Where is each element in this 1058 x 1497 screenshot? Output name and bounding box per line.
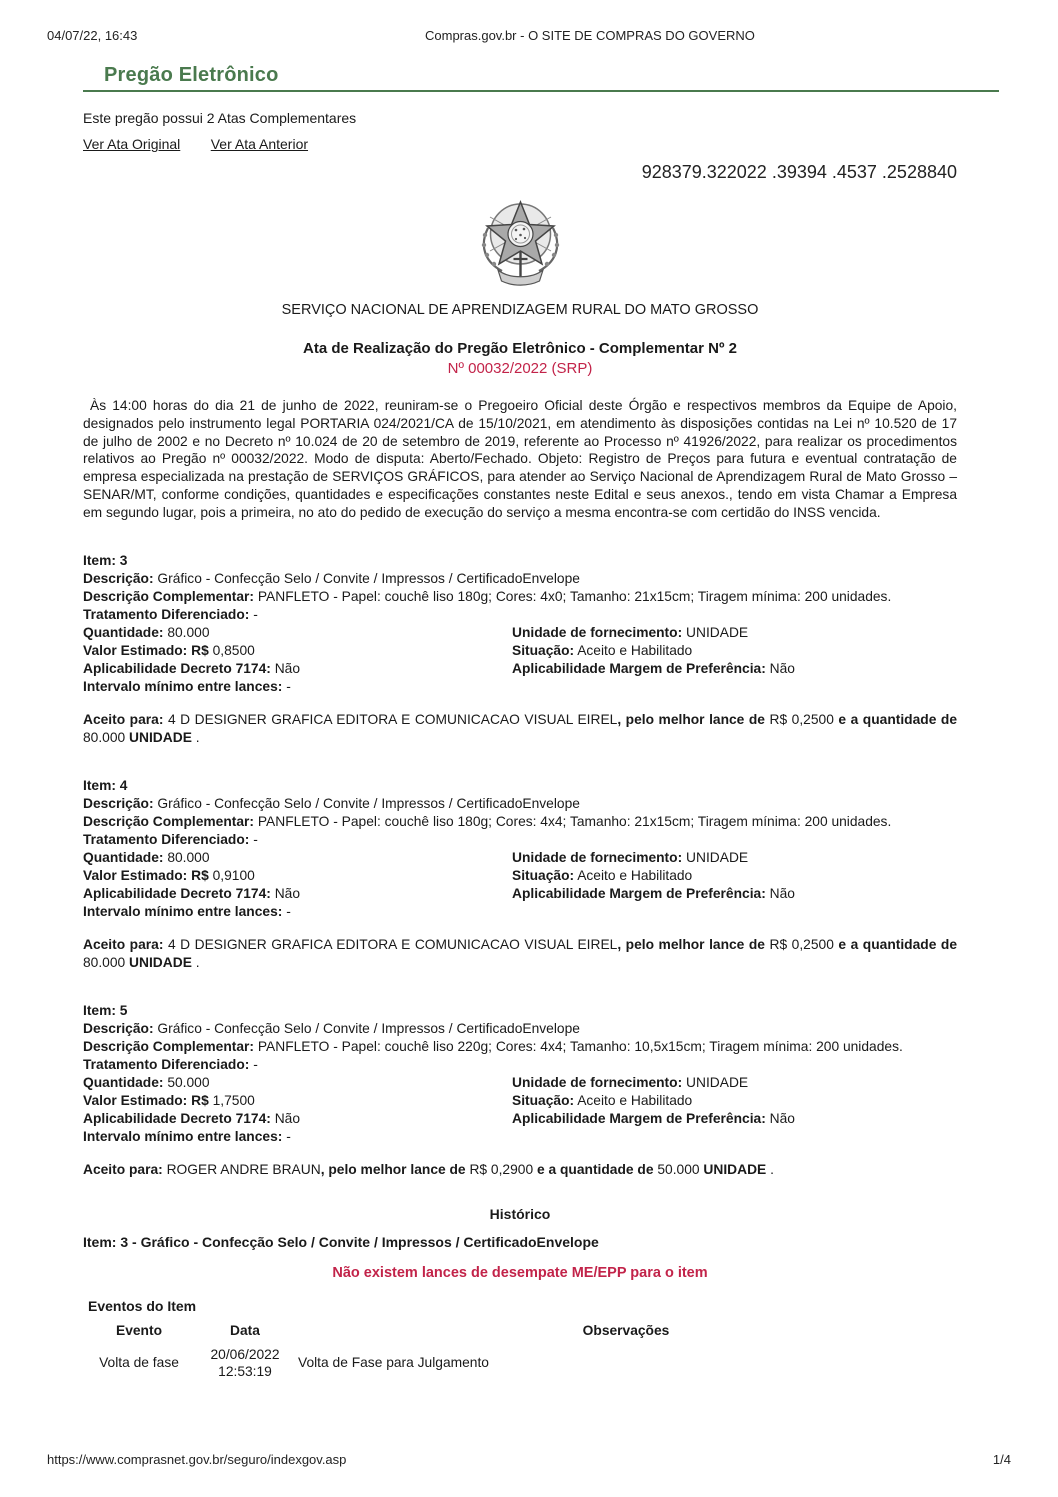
historico-item-line: Item: 3 - Gráfico - Confecção Selo / Convite / Impressos / CertificadoEnvelope [83, 1233, 599, 1250]
descricao-label: Descrição: [83, 570, 154, 586]
organization-name: SERVIÇO NACIONAL DE APRENDIZAGEM RURAL DO MATO GROSSO [281, 302, 759, 318]
item-tratamento [83, 831, 957, 849]
item-number-label: Item: 5 [83, 1002, 128, 1018]
item-quantidade [83, 624, 512, 642]
quantidade-label: Quantidade: [83, 1074, 164, 1090]
item-margem [512, 885, 957, 903]
footer-page-number: 1/4 [992, 1452, 1011, 1467]
item-section-5 [83, 1002, 957, 1179]
eventos-table-header [83, 1322, 957, 1340]
quantidade-value: 50.000 [167, 1074, 210, 1090]
situacao-label: Situação: [512, 642, 575, 658]
tratamento-value: - [253, 831, 258, 847]
valor-label: Valor Estimado: R$ [83, 642, 209, 658]
aceito-label: Aceito para: [83, 711, 164, 727]
quantidade-value: 80.000 [167, 624, 210, 640]
aceito-unidade: UNIDADE [129, 954, 192, 970]
cell-data-time: 12:53:19 [218, 1363, 272, 1379]
eventos-table [83, 1322, 957, 1380]
aceito-unidade: UNIDADE [129, 729, 192, 745]
item-aceito [83, 1161, 957, 1179]
descricao-value: Gráfico - Confecção Selo / Convite / Impressos / CertificadoEnvelope [157, 1020, 580, 1036]
unidade-value: UNIDADE [686, 849, 749, 865]
aceito-label: Aceito para: [83, 936, 164, 952]
cell-evento: Volta de fase [99, 1354, 179, 1370]
aceito-lance-label: , pelo melhor lance de [617, 936, 765, 952]
historico-section [83, 1205, 957, 1380]
atas-note: Este pregão possui 2 Atas Complementares [83, 110, 357, 126]
item-aceito [83, 711, 957, 747]
aceito-unidade: UNIDADE [703, 1161, 767, 1177]
coat-of-arms-icon [468, 190, 573, 288]
intervalo-value: - [286, 903, 291, 919]
decreto-label: Aplicabilidade Decreto 7174: [83, 1110, 271, 1126]
item-tratamento [83, 1056, 957, 1074]
situacao-label: Situação: [512, 1092, 575, 1108]
link-ver-ata-original[interactable]: Ver Ata Original [83, 136, 181, 152]
descricao-complementar-value: PANFLETO - Papel: couchê liso 220g; Cores: 4x4; Tamanho: 10,5x15cm; Tiragem mínima: 200 unidades. [257, 1038, 903, 1054]
cell-data [195, 1346, 295, 1380]
item-descricao [83, 1020, 957, 1038]
decreto-label: Aplicabilidade Decreto 7174: [83, 885, 271, 901]
aceito-fornecedor: 4 D DESIGNER GRAFICA EDITORA E COMUNICACAO VISUAL EIREL [167, 711, 618, 727]
decreto-label: Aplicabilidade Decreto 7174: [83, 660, 271, 676]
item-valor [83, 1092, 512, 1110]
aceito-lance-label: , pelo melhor lance de [617, 711, 765, 727]
item-situacao [512, 642, 957, 660]
item-intervalo [83, 1128, 957, 1146]
aceito-lance-label: , pelo melhor lance de [320, 1161, 466, 1177]
item-decreto [83, 885, 512, 903]
header-observacoes: Observações [582, 1322, 670, 1338]
descricao-value: Gráfico - Confecção Selo / Convite / Impressos / CertificadoEnvelope [157, 795, 580, 811]
situacao-value: Aceito e Habilitado [577, 642, 693, 658]
aceito-quantidade-value: 50.000 [657, 1161, 700, 1177]
item-situacao [512, 867, 957, 885]
margem-label: Aplicabilidade Margem de Preferência: [512, 1110, 766, 1126]
item-aceito [83, 936, 957, 972]
intervalo-value: - [286, 1128, 291, 1144]
opening-paragraph: Às 14:00 horas do dia 21 de junho de 2022, reuniram-se o Pregoeiro Oficial deste Órgão e respectivos membros da Equipe de Apoio, designados pelo instrumento legal PORTARIA 024/2021/CA de 15/10/2021, em atendimento às disposições contidas na Lei nº 10.520 de 17 de julho de 2002 e no Decreto nº 10.024 de 20 de setembro de 2019, referente ao Processo nº 41926/2022, para realizar os procedimentos relativos ao Pregão nº 00032/2022. Modo de disputa: Aberto/Fechado. Objeto: Registro de Preços para futura e eventual contratação de empresa especializada na prestação de SERVIÇOS GRÁFICOS, para atender ao Serviço Nacional de Aprendizagem Rural de Mato Grosso – SENAR/MT, conforme condições, quantidades e especificações constantes neste Edital e seus anexos., tendo em vista Chamar a Empresa em segundo lugar, pois a primeira, no ato do pedido de execução do serviço a mesma encontra-se com certidão do INSS vencida. [83, 398, 957, 520]
item-details-grid [83, 624, 957, 678]
footer-url: https://www.comprasnet.gov.br/seguro/indexgov.asp [47, 1452, 347, 1467]
descricao-complementar-value: PANFLETO - Papel: couchê liso 180g; Cores: 4x0; Tamanho: 21x15cm; Tiragem mínima: 200 unidades. [257, 588, 892, 604]
document-number: 928379.322022 .39394 .4537 .2528840 [641, 162, 957, 182]
descricao-value: Gráfico - Confecção Selo / Convite / Impressos / CertificadoEnvelope [157, 570, 580, 586]
quantidade-label: Quantidade: [83, 849, 164, 865]
item-margem [512, 660, 957, 678]
decreto-value: Não [274, 1110, 301, 1126]
valor-value: 0,8500 [212, 642, 255, 658]
unidade-value: UNIDADE [686, 624, 749, 640]
descricao-complementar-label: Descrição Complementar: [83, 588, 254, 604]
margem-value: Não [769, 660, 795, 676]
descricao-label: Descrição: [83, 1020, 154, 1036]
unidade-value: UNIDADE [686, 1074, 749, 1090]
margem-label: Aplicabilidade Margem de Preferência: [512, 885, 766, 901]
tratamento-value: - [253, 1056, 258, 1072]
item-descricao-complementar [83, 1038, 957, 1056]
item-valor [83, 867, 512, 885]
item-unidade [512, 849, 957, 867]
situacao-value: Aceito e Habilitado [577, 867, 693, 883]
valor-label: Valor Estimado: R$ [83, 1092, 209, 1108]
item-valor [83, 642, 512, 660]
item-section-3 [83, 552, 957, 747]
print-timestamp: 04/07/22, 16:43 [47, 28, 138, 43]
situacao-label: Situação: [512, 867, 575, 883]
decreto-value: Não [274, 885, 301, 901]
aceito-fornecedor: 4 D DESIGNER GRAFICA EDITORA E COMUNICACAO VISUAL EIREL [167, 936, 618, 952]
item-number-label: Item: 4 [83, 777, 128, 793]
quantidade-label: Quantidade: [83, 624, 164, 640]
tratamento-label: Tratamento Diferenciado: [83, 1056, 250, 1072]
link-ver-ata-anterior[interactable]: Ver Ata Anterior [210, 136, 309, 152]
item-number-label: Item: 3 [83, 552, 128, 568]
item-intervalo [83, 903, 957, 921]
no-lances-message: Não existem lances de desempate ME/EPP para o item [332, 1264, 708, 1281]
valor-label: Valor Estimado: R$ [83, 867, 209, 883]
valor-value: 0,9100 [212, 867, 255, 883]
valor-value: 1,7500 [212, 1092, 255, 1108]
intervalo-label: Intervalo mínimo entre lances: [83, 678, 283, 694]
item-situacao [512, 1092, 957, 1110]
aceito-quantidade-label: e a quantidade de [838, 936, 957, 952]
header-data: Data [230, 1322, 260, 1338]
descricao-label: Descrição: [83, 795, 154, 811]
item-descricao [83, 570, 957, 588]
tratamento-value: - [253, 606, 258, 622]
quantidade-value: 80.000 [167, 849, 210, 865]
print-footer [47, 1452, 1011, 1467]
item-unidade [512, 624, 957, 642]
item-unidade [512, 1074, 957, 1092]
aceito-lance-value: R$ 0,2900 [469, 1161, 534, 1177]
historico-title: Histórico [489, 1205, 551, 1222]
aceito-quantidade-label: e a quantidade de [536, 1161, 654, 1177]
ata-links [83, 136, 957, 154]
unidade-label: Unidade de fornecimento: [512, 1074, 683, 1090]
ata-title: Ata de Realização do Pregão Eletrônico - Complementar Nº 2 [303, 340, 737, 357]
item-section-4 [83, 777, 957, 972]
aceito-quantidade-value: 80.000 [83, 954, 126, 970]
descricao-complementar-value: PANFLETO - Papel: couchê liso 180g; Cores: 4x4; Tamanho: 21x15cm; Tiragem mínima: 200 unidades. [257, 813, 892, 829]
cell-data-date: 20/06/2022 [210, 1346, 280, 1362]
aceito-lance-value: R$ 0,2500 [769, 936, 834, 952]
item-quantidade [83, 1074, 512, 1092]
intervalo-label: Intervalo mínimo entre lances: [83, 1128, 283, 1144]
item-quantidade [83, 849, 512, 867]
aceito-period: . [195, 954, 200, 970]
item-decreto [83, 660, 512, 678]
item-decreto [83, 1110, 512, 1128]
tratamento-label: Tratamento Diferenciado: [83, 831, 250, 847]
decreto-value: Não [274, 660, 301, 676]
item-number [83, 552, 957, 570]
item-number [83, 1002, 957, 1020]
tratamento-label: Tratamento Diferenciado: [83, 606, 250, 622]
page-title: Pregão Eletrônico [104, 64, 279, 86]
item-tratamento [83, 606, 957, 624]
srp-number: Nº 00032/2022 (SRP) [447, 360, 593, 377]
table-row [83, 1346, 957, 1380]
aceito-quantidade-value: 80.000 [83, 729, 126, 745]
item-number [83, 777, 957, 795]
title-divider [83, 90, 999, 92]
item-details-grid [83, 849, 957, 903]
aceito-label: Aceito para: [83, 1161, 163, 1177]
aceito-period: . [770, 1161, 774, 1177]
cell-observacoes: Volta de Fase para Julgamento [298, 1354, 489, 1370]
margem-value: Não [769, 885, 795, 901]
brazil-coat-of-arms-image [83, 190, 957, 288]
eventos-title: Eventos do Item [88, 1297, 197, 1314]
document-content [0, 64, 1058, 1380]
unidade-label: Unidade de fornecimento: [512, 624, 683, 640]
aceito-lance-value: R$ 0,2500 [769, 711, 834, 727]
print-title: Compras.gov.br - O SITE DE COMPRAS DO GOVERNO [425, 28, 755, 43]
item-details-grid [83, 1074, 957, 1128]
margem-value: Não [769, 1110, 795, 1126]
descricao-complementar-label: Descrição Complementar: [83, 1038, 254, 1054]
item-descricao-complementar [83, 813, 957, 831]
item-descricao [83, 795, 957, 813]
header-evento: Evento [116, 1322, 162, 1338]
aceito-quantidade-label: e a quantidade de [838, 711, 957, 727]
aceito-period: . [195, 729, 200, 745]
item-intervalo [83, 678, 957, 696]
aceito-fornecedor: ROGER ANDRE BRAUN [166, 1161, 321, 1177]
intervalo-label: Intervalo mínimo entre lances: [83, 903, 283, 919]
intervalo-value: - [286, 678, 291, 694]
item-margem [512, 1110, 957, 1128]
unidade-label: Unidade de fornecimento: [512, 849, 683, 865]
item-descricao-complementar [83, 588, 957, 606]
margem-label: Aplicabilidade Margem de Preferência: [512, 660, 766, 676]
situacao-value: Aceito e Habilitado [577, 1092, 693, 1108]
descricao-complementar-label: Descrição Complementar: [83, 813, 254, 829]
